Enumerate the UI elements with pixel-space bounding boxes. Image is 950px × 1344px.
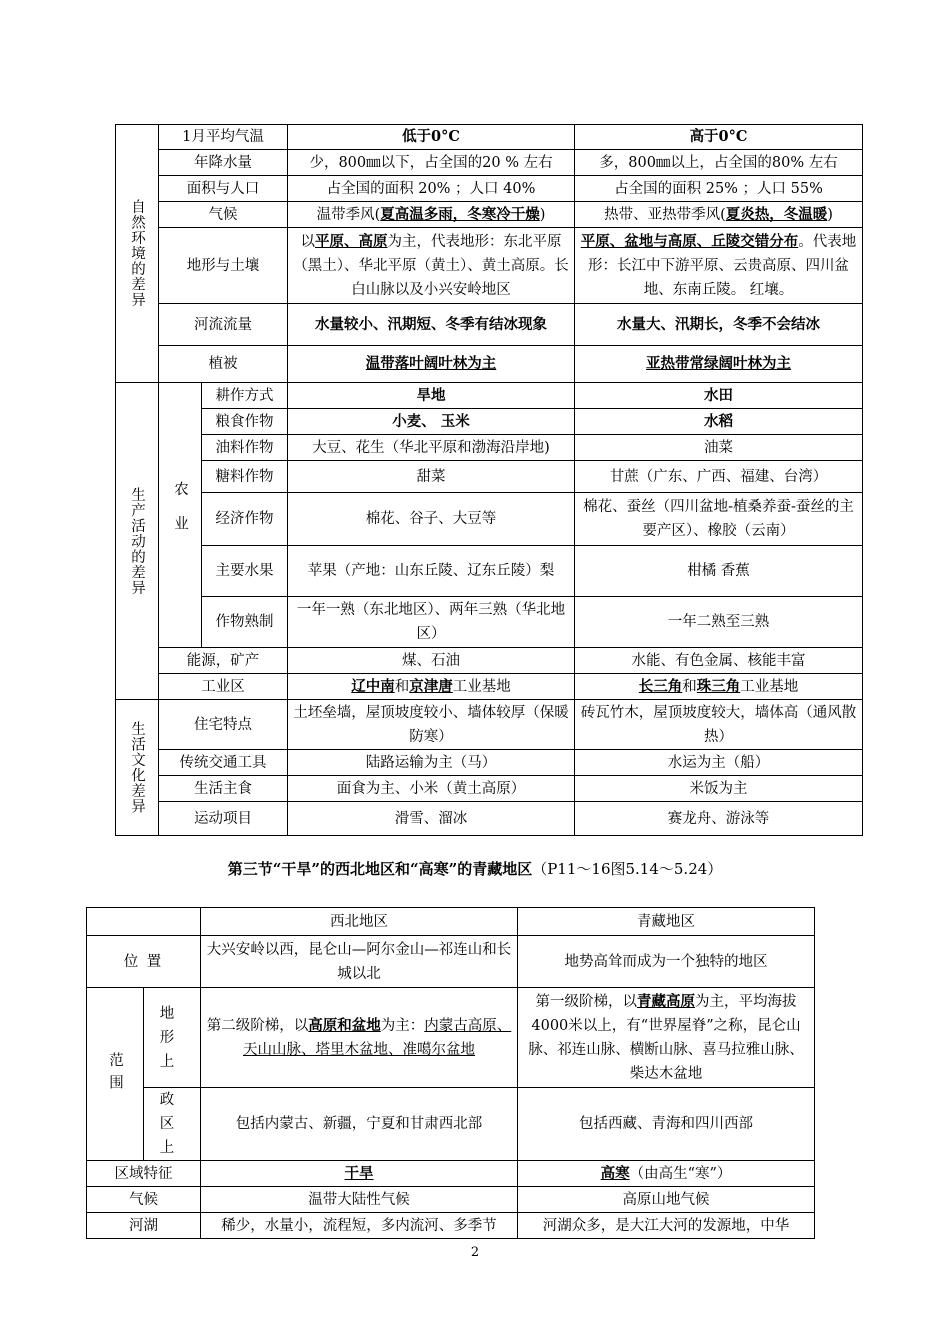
- text-emphasis: 平原、盆地与高原、丘陵交错分布: [580, 232, 799, 250]
- row-label: 工业区: [159, 674, 288, 700]
- text-emphasis: 京津唐: [409, 677, 453, 695]
- table-row: [116, 435, 863, 461]
- table-row: [87, 1161, 815, 1187]
- text-underline: 内蒙古高原、天山山脉、塔里木盆地、准噶尔盆地: [243, 1017, 512, 1058]
- table-row: [116, 150, 863, 176]
- text-emphasis: 夏炎热，冬温暖: [725, 205, 828, 223]
- south-cell: 水量大、汛期长，冬季不会结冰: [575, 304, 863, 346]
- table-row: [116, 125, 863, 150]
- column-header: 青藏地区: [518, 908, 815, 936]
- row-label: 生活主食: [159, 776, 288, 802]
- text: 工业基地: [452, 678, 511, 695]
- row-label: 粮食作物: [202, 409, 288, 435]
- table-row: [87, 908, 815, 936]
- south-cell: 多，800㎜以上，占全国的80% 左右: [575, 150, 863, 176]
- text: 和: [682, 678, 697, 695]
- row-label: 河流流量: [159, 304, 288, 346]
- north-cell: 占全国的面积 20% ；人口 40%: [288, 176, 575, 202]
- north-cell: 温带落叶阔叶林为主: [288, 346, 575, 383]
- row-label: 气候: [87, 1187, 201, 1213]
- table-row: [116, 304, 863, 346]
- text-emphasis: 高寒: [600, 1164, 630, 1182]
- row-label: 传统交通工具: [159, 750, 288, 776]
- northwest-cell: [201, 988, 518, 1088]
- text-emphasis: 青藏高原: [637, 992, 695, 1010]
- south-cell: 亚热带常绿阔叶林为主: [575, 346, 863, 383]
- south-cell: 水田: [575, 383, 863, 409]
- text: 和: [394, 678, 410, 695]
- south-cell: [575, 202, 863, 228]
- text: ): [539, 206, 546, 223]
- text-emphasis: 夏高温多雨，冬寒冷干燥: [380, 205, 540, 223]
- table-row: [116, 597, 863, 648]
- south-cell: 棉花、蚕丝（四川盆地-植桑养蚕-蚕丝的主要产区）、橡胶（云南）: [575, 493, 863, 546]
- row-label: 位 置: [87, 936, 201, 988]
- table-row: [116, 202, 863, 228]
- north-cell: 水量较小、汛期短、冬季有结冰现象: [288, 304, 575, 346]
- northwest-cell: 包括内蒙古、新疆，宁夏和甘肃西北部: [201, 1088, 518, 1161]
- qinghai-cell: 包括西藏、青海和四川西部: [518, 1088, 815, 1161]
- north-cell: 煤、石油: [288, 648, 575, 674]
- northwest-qinghai-comparison-table: [86, 907, 815, 1239]
- row-label: 植被: [159, 346, 288, 383]
- text: 以: [300, 233, 316, 250]
- text: （由高生“寒”）: [629, 1165, 732, 1182]
- row-label: 主要水果: [202, 546, 288, 597]
- text: 。代表地形：长江中下游平原、云贵高原、四川盆地、东南丘陵。 红壤。: [588, 233, 857, 298]
- row-label: 经济作物: [202, 493, 288, 546]
- qinghai-cell: 河湖众多，是大江大河的发源地，中华: [518, 1213, 815, 1239]
- row-label: 住宅特点: [159, 700, 288, 750]
- row-label: 运动项目: [159, 802, 288, 836]
- category-production: 生产活动的差异: [116, 383, 159, 700]
- north-cell: 土坯垒墙，屋顶坡度较小、墙体较厚（保暖防寒）: [288, 700, 575, 750]
- text-emphasis: 高原和盆地: [308, 1016, 381, 1034]
- text: 为主：: [380, 1017, 425, 1034]
- row-label: 地形上: [144, 988, 201, 1088]
- north-cell: 一年一熟（东北地区）、两年三熟（华北地区）: [288, 597, 575, 648]
- north-cell: [288, 228, 575, 304]
- north-cell: 旱地: [288, 383, 575, 409]
- qinghai-cell: [518, 1161, 815, 1187]
- south-cell: 柑橘 香蕉: [575, 546, 863, 597]
- row-label: 1月平均气温: [159, 125, 288, 150]
- south-cell: 占全国的面积 25% ；人口 55%: [575, 176, 863, 202]
- north-cell: [288, 674, 575, 700]
- table-row: [87, 1213, 815, 1239]
- row-label: 耕作方式: [202, 383, 288, 409]
- text-emphasis: 珠三角: [696, 677, 741, 695]
- northwest-cell: 温带大陆性气候: [201, 1187, 518, 1213]
- table-row: [87, 988, 815, 1088]
- table-row: [116, 176, 863, 202]
- table-row: [116, 493, 863, 546]
- north-cell: 少，800㎜以下，占全国的20 % 左右: [288, 150, 575, 176]
- north-south-comparison-table: [115, 124, 863, 836]
- south-cell: 油菜: [575, 435, 863, 461]
- table-row: [116, 750, 863, 776]
- table-row: [87, 1088, 815, 1161]
- south-cell: 赛龙舟、游泳等: [575, 802, 863, 836]
- north-cell: 面食为主、小米（黄土高原）: [288, 776, 575, 802]
- row-label-range: 范围: [87, 988, 144, 1161]
- category-agriculture: 农业: [159, 383, 202, 648]
- table-row: [116, 346, 863, 383]
- table-row: [116, 648, 863, 674]
- table-row: [116, 546, 863, 597]
- table-row: [116, 461, 863, 493]
- text: 第一级阶梯，以: [535, 993, 637, 1010]
- text: 为主，代表地形：东北平原（黑土）、华北平原（黄土）、黄土高原。长白山脉以及小兴安岭地区: [293, 233, 569, 298]
- text: 工业基地: [740, 678, 799, 695]
- text-emphasis: 平原、高原: [315, 232, 388, 250]
- south-cell: [575, 674, 863, 700]
- south-cell: 水运为主（船）: [575, 750, 863, 776]
- table-row: [116, 674, 863, 700]
- text: 为主，平均海拔4000米以上，有“世界屋脊”之称，昆仑山脉、祁连山脉、横断山脉、喜马拉雅山脉、柴达木盆地: [528, 993, 804, 1082]
- text-emphasis: 长三角: [638, 677, 683, 695]
- row-label: 作物熟制: [202, 597, 288, 648]
- south-cell: 水稻: [575, 409, 863, 435]
- category-natural: 自然环境的差异: [116, 125, 159, 383]
- row-label: 地形与土壤: [159, 228, 288, 304]
- heading-title: 第三节“干旱”的西北地区和“高寒”的青藏地区: [227, 860, 533, 878]
- table-row: [116, 383, 863, 409]
- north-cell: 大豆、花生（华北平原和渤海沿岸地): [288, 435, 575, 461]
- section-heading: [0, 858, 950, 879]
- south-cell: [575, 228, 863, 304]
- south-cell: 甘蔗（广东、广西、福建、台湾）: [575, 461, 863, 493]
- south-cell: 砖瓦竹木，屋顶坡度较大，墙体高（通风散热）: [575, 700, 863, 750]
- south-cell: 高于0°C: [575, 125, 863, 150]
- text: 第二级阶梯，以: [206, 1017, 309, 1034]
- table-row: [116, 776, 863, 802]
- text-emphasis: 辽中南: [351, 677, 395, 695]
- row-label: 河湖: [87, 1213, 201, 1239]
- header-empty: [87, 908, 201, 936]
- column-header: 西北地区: [201, 908, 518, 936]
- north-cell: 陆路运输为主（马）: [288, 750, 575, 776]
- north-cell: 棉花、谷子、大豆等: [288, 493, 575, 546]
- row-label: 能源，矿产: [159, 648, 288, 674]
- table-row: [116, 802, 863, 836]
- qinghai-cell: [518, 988, 815, 1088]
- category-life: 生活文化差异: [116, 700, 159, 836]
- row-label: 面积与人口: [159, 176, 288, 202]
- row-label: 年降水量: [159, 150, 288, 176]
- row-label: 气候: [159, 202, 288, 228]
- heading-reference: （P11～16图5.14～5.24）: [532, 860, 723, 878]
- row-label: 糖料作物: [202, 461, 288, 493]
- table-row: [87, 1187, 815, 1213]
- northwest-cell: 干旱: [201, 1161, 518, 1187]
- north-cell: [288, 202, 575, 228]
- south-cell: 米饭为主: [575, 776, 863, 802]
- table-row: [116, 700, 863, 750]
- table-row: [116, 228, 863, 304]
- row-label: 政区上: [144, 1088, 201, 1161]
- north-cell: 苹果（产地：山东丘陵、辽东丘陵）梨: [288, 546, 575, 597]
- table-row: [87, 936, 815, 988]
- row-label: 区域特征: [87, 1161, 201, 1187]
- qinghai-cell: 地势高耸而成为一个独特的地区: [518, 936, 815, 988]
- northwest-cell: 稀少，水量小，流程短，多内流河、多季节: [201, 1213, 518, 1239]
- north-cell: 小麦、 玉米: [288, 409, 575, 435]
- text: 热带、亚热带季风(: [604, 206, 726, 223]
- north-cell: 甜菜: [288, 461, 575, 493]
- row-label: 油料作物: [202, 435, 288, 461]
- page-number: 2: [470, 1245, 480, 1260]
- qinghai-cell: 高原山地气候: [518, 1187, 815, 1213]
- text: 温带季风(: [316, 206, 381, 223]
- south-cell: 水能、有色金属、核能丰富: [575, 648, 863, 674]
- table-row: [116, 409, 863, 435]
- text: ): [827, 206, 833, 223]
- south-cell: 一年二熟至三熟: [575, 597, 863, 648]
- north-cell: 低于0°C: [288, 125, 575, 150]
- north-cell: 滑雪、溜冰: [288, 802, 575, 836]
- northwest-cell: 大兴安岭以西，昆仑山—阿尔金山—祁连山和长城以北: [201, 936, 518, 988]
